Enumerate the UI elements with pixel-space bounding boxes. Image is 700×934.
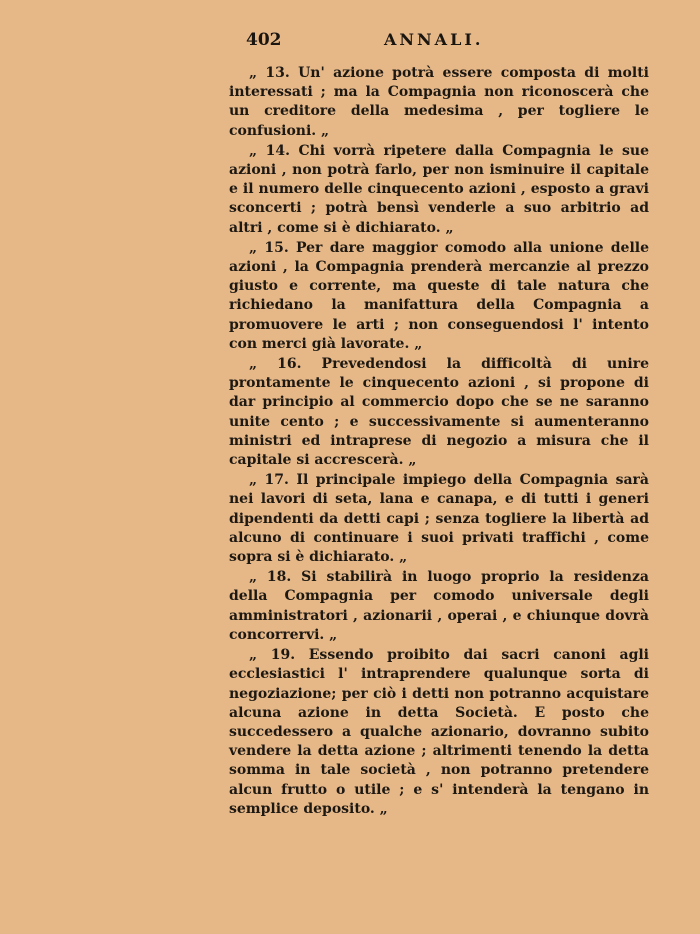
article-15: „ 15. Per dare maggior comodo alla unione delle azioni , la Compagnia prenderà mercanzie al prezzo giusto e corrente, ma queste di tale natura che richiedano la manifattura della Compagnia a promuovere le arti ; non conseguendosi l' intento con merci già lavorate. „ — [229, 239, 649, 352]
article-18: „ 18. Si stabilirà in luogo proprio la residenza della Compagnia per comodo universale degli amministratori , azionarii , operai , e chiunque dovrà concorrervi. „ — [229, 569, 649, 643]
page-number: 402 — [246, 30, 282, 50]
article-17: „ 17. Il principale impiego della Compagnia sarà nei lavori di seta, lana e canapa, e di tutti i generi dipendenti da detti capi ; senza togliere la libertà ad alcuno di continuare i suoi privati traffichi , come sopra si è dichiarato. „ — [229, 472, 649, 566]
article-16: „ 16. Prevedendosi la difficoltà di unire prontamente le cinquecento azioni , si propone di dar principio al commercio dopo che se ne saranno unite cento ; e successivamente si aumenteranno ministri ed intraprese di negozio a misura che il capitale si accrescerà. „ — [229, 356, 649, 469]
article-13: „ 13. Un' azione potrà essere composta di molti interessati ; ma la Compagnia non riconoscerà che un creditore della medesima , per togliere le confusioni. „ — [229, 65, 649, 139]
running-title: ANNALI. — [384, 30, 484, 49]
article-19: „ 19. Essendo proibito dai sacri canoni agli ecclesiastici l' intraprendere qualunque sorta di negoziazione; per ciò i detti non potranno acquistare alcuna azione in detta Società. E posto che succedessero a qualche azionario, dovranno subito vendere la detta azione ; altrimenti tenendo la detta somma in tale società , non potranno pretendere alcun frutto o utile ; e s' intenderà la tengano in semplice deposito. „ — [229, 647, 649, 817]
article-14: „ 14. Chi vorrà ripetere dalla Compagnia le sue azioni , non potrà farlo, per non isminuire il capitale e il numero delle cinquecento azioni , esposto a gravi sconcerti ; potrà bensì venderle a suo arbitrio ad altri , come si è dichiarato. „ — [229, 142, 649, 236]
body-text — [229, 64, 649, 820]
page-header — [246, 30, 656, 54]
